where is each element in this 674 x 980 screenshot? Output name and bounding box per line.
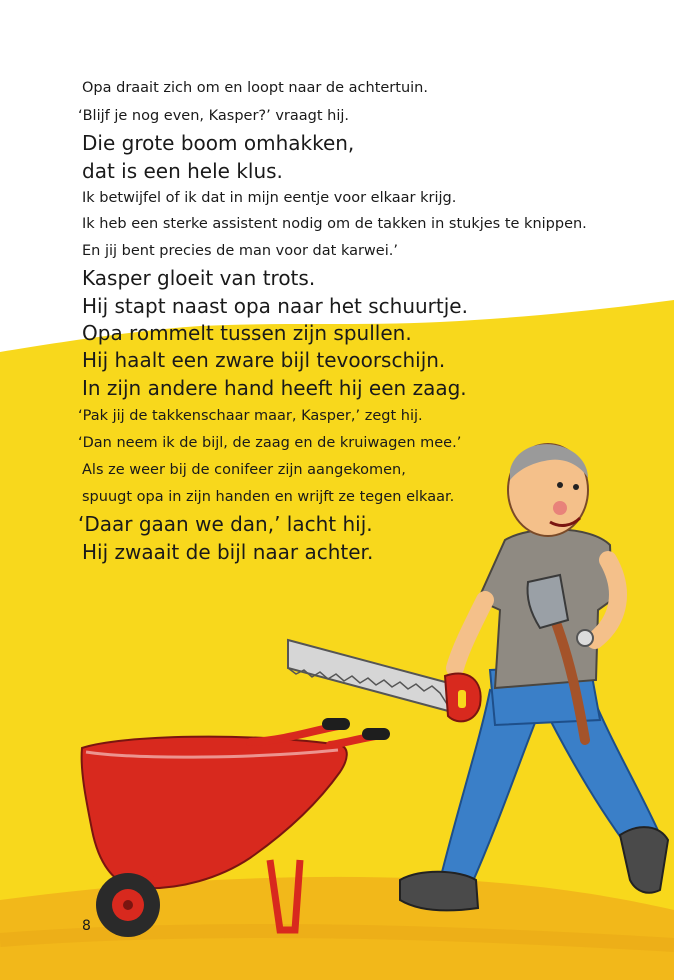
text-line: Opa draait zich om en loopt naar de achtertuin. <box>82 80 428 96</box>
text-line: In zijn andere hand heeft hij een zaag. <box>82 376 467 400</box>
text-line: ‘Pak jij de takkenschaar maar, Kasper,’ zegt hij. <box>78 408 423 424</box>
text-line: Opa rommelt tussen zijn spullen. <box>82 321 412 345</box>
text-line: Als ze weer bij de conifeer zijn aangekomen, <box>82 462 406 478</box>
text-line: dat is een hele klus. <box>82 159 283 183</box>
text-line: Kasper gloeit van trots. <box>82 266 316 290</box>
text-line: Hij haalt een zware bijl tevoorschijn. <box>82 348 446 372</box>
text-line: Hij zwaait de bijl naar achter. <box>82 540 374 564</box>
back-shoe <box>400 872 478 911</box>
text-line: ‘Blijf je nog even, Kasper?’ vraagt hij. <box>78 108 349 124</box>
text-line: spuugt opa in zijn handen en wrijft ze tegen elkaar. <box>82 489 455 505</box>
text-line: Die grote boom omhakken, <box>82 131 355 155</box>
page-number: 8 <box>82 918 91 934</box>
text-line: Hij stapt naast opa naar het schuurtje. <box>82 294 468 318</box>
wheelbarrow-grip-2 <box>362 728 390 740</box>
text-line: Ik betwijfel of ik dat in mijn eentje voor elkaar krijg. <box>82 190 457 206</box>
text-line: ‘Dan neem ik de bijl, de zaag en de kruiwagen mee.’ <box>78 435 462 451</box>
text-line: ‘Daar gaan we dan,’ lacht hij. <box>78 512 373 536</box>
wheelbarrow-grip-1 <box>322 718 350 730</box>
wristwatch <box>577 630 593 646</box>
text-line: En jij bent precies de man voor dat karwei.’ <box>82 243 398 259</box>
text-line: Ik heb een sterke assistent nodig om de takken in stukjes te knippen. <box>82 216 587 232</box>
